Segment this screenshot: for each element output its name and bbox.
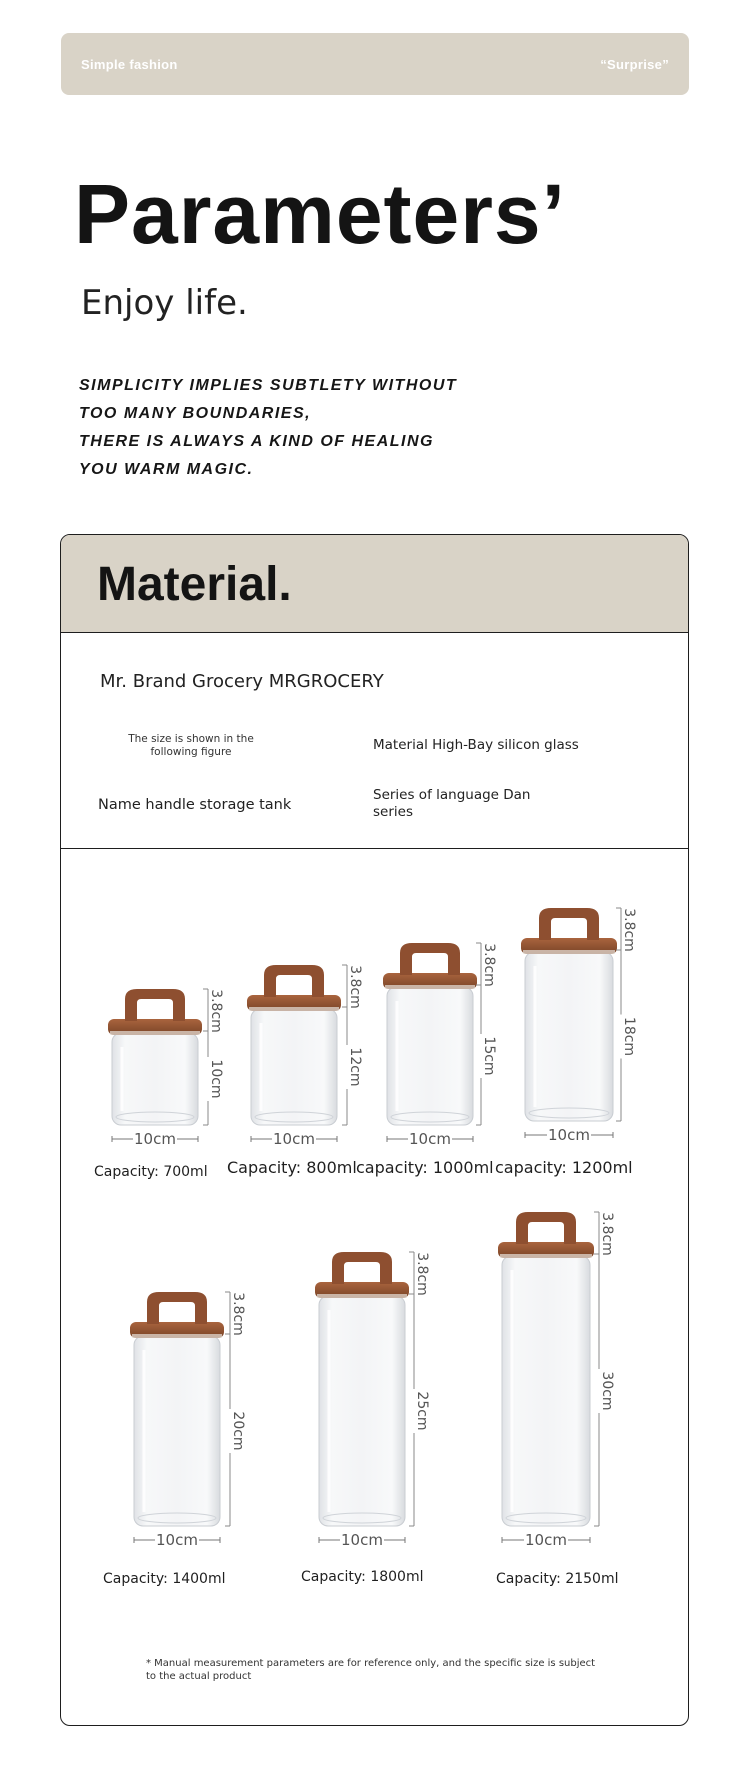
slogan-line: YOU WARM MAGIC. xyxy=(79,461,254,478)
lid-height-label: 3.8cm xyxy=(414,1252,430,1296)
material-card xyxy=(60,534,689,1726)
footnote: * Manual measurement parameters are for reference only, and the specific size is subject to the actual product xyxy=(146,1658,596,1682)
width-label: 10cm xyxy=(341,1531,383,1549)
capacity-label: Capacity: 1800ml xyxy=(301,1569,424,1585)
width-label: 10cm xyxy=(409,1130,451,1148)
page-title: Parameters’ xyxy=(74,167,566,261)
jar-2 xyxy=(227,965,363,1177)
page-subtitle: Enjoy life. xyxy=(81,283,248,323)
width-label: 10cm xyxy=(156,1531,198,1549)
lid-height-label: 3.8cm xyxy=(230,1292,246,1336)
wood-handle xyxy=(516,1212,576,1244)
body-height-label: 15cm xyxy=(481,1036,497,1076)
glass-body xyxy=(134,1336,220,1526)
series-text: Series of language Dan series xyxy=(373,787,531,820)
size-note: The size is shown in the following figure xyxy=(128,733,254,758)
body-height-label: 20cm xyxy=(230,1411,246,1451)
brand-text: Mr. Brand Grocery MRGROCERY xyxy=(100,671,384,692)
jar-3 xyxy=(356,943,497,1177)
jar-1 xyxy=(94,989,224,1180)
wood-handle xyxy=(125,989,185,1021)
capacity-label: capacity: 1000ml xyxy=(356,1158,494,1177)
body-height-label: 10cm xyxy=(208,1059,224,1099)
wood-handle xyxy=(400,943,460,975)
wood-handle xyxy=(332,1252,392,1284)
name-text: Name handle storage tank xyxy=(98,797,292,813)
top-banner xyxy=(61,33,689,95)
glass-body xyxy=(502,1256,590,1526)
jar-7 xyxy=(496,1212,619,1587)
slogan-line: THERE IS ALWAYS A KIND OF HEALING xyxy=(79,433,434,450)
width-label: 10cm xyxy=(548,1126,590,1144)
jar-5 xyxy=(103,1292,246,1587)
capacity-label: capacity: 1200ml xyxy=(495,1158,633,1177)
capacity-label: Capacity: 2150ml xyxy=(496,1571,619,1587)
capacity-label: Capacity: 1400ml xyxy=(103,1571,226,1587)
lid-height-label: 3.8cm xyxy=(347,965,363,1009)
lid-height-label: 3.8cm xyxy=(621,908,637,952)
wood-handle xyxy=(539,908,599,940)
slogan-line: SIMPLICITY IMPLIES SUBTLETY WITHOUT xyxy=(79,377,458,394)
material-text: Material High-Bay silicon glass xyxy=(373,737,579,753)
lid-height-label: 3.8cm xyxy=(208,989,224,1033)
jar-illustrations xyxy=(61,535,689,1726)
jar-4 xyxy=(495,908,637,1177)
body-height-label: 25cm xyxy=(414,1391,430,1431)
body-height-label: 18cm xyxy=(621,1016,637,1057)
glass-body xyxy=(319,1296,405,1526)
wood-handle xyxy=(147,1292,207,1324)
lid-height-label: 3.8cm xyxy=(599,1212,615,1256)
material-heading: Material. xyxy=(97,558,292,611)
slogan-line: TOO MANY BOUNDARIES, xyxy=(79,405,312,422)
capacity-label: Capacity: 800ml xyxy=(227,1158,357,1177)
capacity-label: Capacity: 700ml xyxy=(94,1164,208,1180)
lid-height-label: 3.8cm xyxy=(481,943,497,987)
glass-body xyxy=(251,1009,337,1125)
glass-body xyxy=(387,987,473,1125)
body-height-label: 30cm xyxy=(599,1371,615,1411)
jar-6 xyxy=(301,1252,430,1585)
width-label: 10cm xyxy=(525,1531,567,1549)
glass-body xyxy=(525,952,613,1121)
width-label: 10cm xyxy=(273,1130,315,1148)
banner-left-text: Simple fashion xyxy=(81,57,178,72)
wood-handle xyxy=(264,965,324,997)
width-label: 10cm xyxy=(134,1130,176,1148)
banner-right-text: “Surprise” xyxy=(600,57,669,72)
body-height-label: 12cm xyxy=(347,1047,363,1087)
glass-body xyxy=(112,1033,198,1125)
slogan xyxy=(79,372,457,484)
